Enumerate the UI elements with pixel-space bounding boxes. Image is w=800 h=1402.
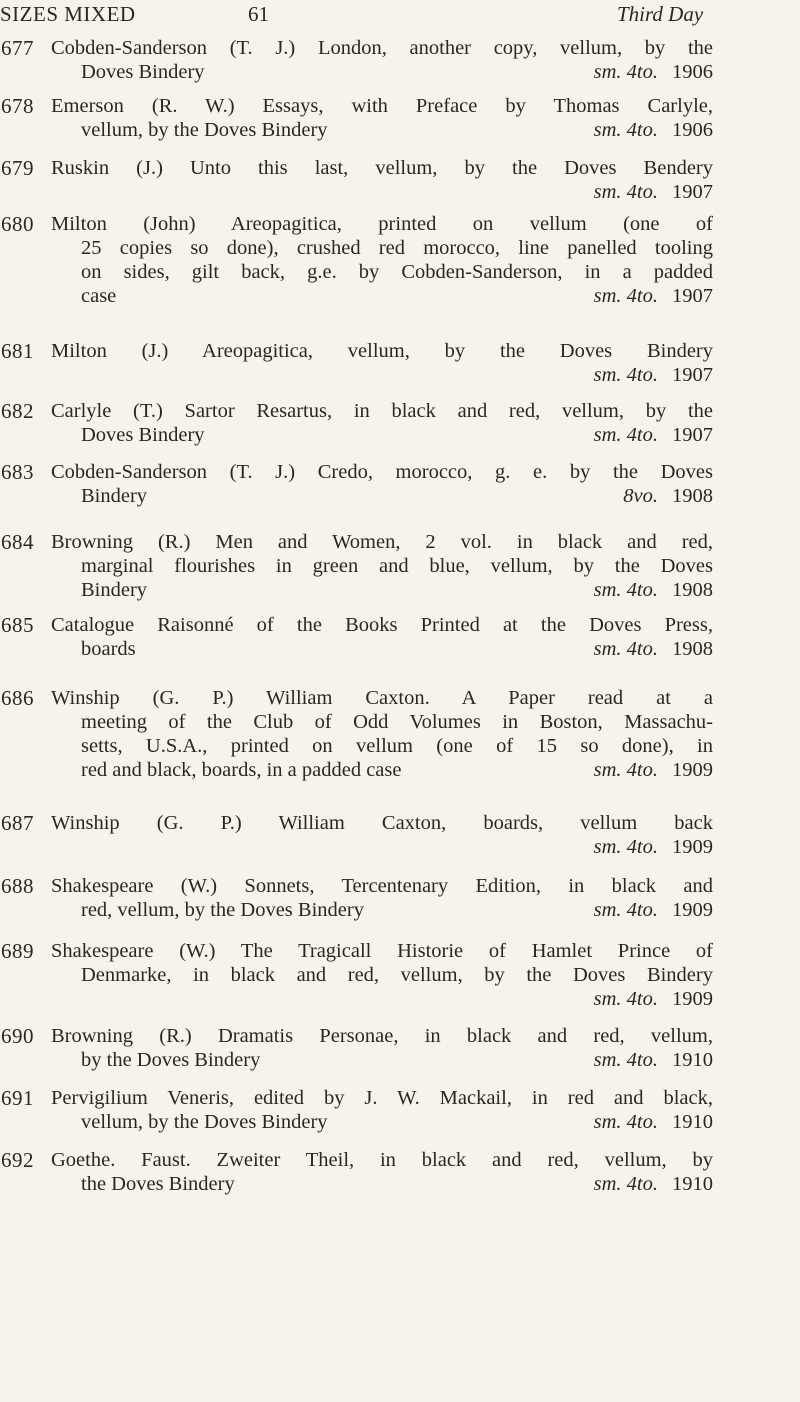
entry-description bbox=[51, 1086, 713, 1134]
lot-number: 689 bbox=[1, 939, 34, 963]
page-header bbox=[0, 0, 800, 30]
format-and-year bbox=[594, 423, 713, 447]
format-and-year bbox=[594, 987, 713, 1011]
entry-description bbox=[51, 686, 713, 782]
book-format: sm. 4to. bbox=[593, 1111, 658, 1133]
entry-text-line: on sides, gilt back, g.e. by Cobden-Sanderson, in a padded bbox=[81, 261, 713, 283]
entry-text-line: Pervigilium Veneris, edited by J. W. Mackail, in red and black, bbox=[51, 1087, 713, 1109]
entry-text-line: Milton (John) Areopagitica, printed on vellum (one of bbox=[51, 213, 713, 235]
format-and-year bbox=[594, 284, 713, 308]
format-and-year bbox=[594, 1172, 713, 1196]
entry-description bbox=[51, 36, 713, 84]
book-format: sm. 4to. bbox=[593, 1049, 658, 1071]
entry-text-line: Catalogue Raisonné of the Books Printed at the Doves Press, bbox=[51, 614, 713, 636]
entry-text-line: Browning (R.) Dramatis Personae, in black and red, vellum, bbox=[51, 1025, 713, 1047]
book-format: sm. 4to. bbox=[593, 424, 658, 446]
entry-description bbox=[51, 1148, 713, 1196]
lot-number: 684 bbox=[1, 530, 34, 554]
entry-description bbox=[51, 530, 713, 602]
book-format: sm. 4to. bbox=[593, 759, 658, 781]
book-format: sm. 4to. bbox=[593, 579, 658, 601]
publication-year: 1909 bbox=[672, 899, 713, 921]
entry-text-line: Cobden-Sanderson (T. J.) Credo, morocco, g. e. by the Doves bbox=[51, 461, 713, 483]
publication-year: 1909 bbox=[672, 759, 713, 781]
format-and-year bbox=[594, 578, 713, 602]
format-and-year bbox=[594, 835, 713, 859]
entry-text-line: Shakespeare (W.) Sonnets, Tercentenary Edition, in black and bbox=[51, 875, 713, 897]
publication-year: 1907 bbox=[672, 181, 713, 203]
entry-text-line: Bindery bbox=[81, 485, 148, 507]
publication-year: 1907 bbox=[672, 285, 713, 307]
publication-year: 1910 bbox=[672, 1111, 713, 1133]
entry-description bbox=[51, 939, 713, 1011]
entry-text-line: boards bbox=[81, 638, 136, 660]
publication-year: 1910 bbox=[672, 1049, 713, 1071]
entry-text-line: vellum, by the Doves Bindery bbox=[81, 119, 328, 141]
entry-text-line: Bindery bbox=[81, 579, 148, 601]
format-and-year bbox=[594, 1048, 713, 1072]
lot-number: 685 bbox=[1, 613, 34, 637]
lot-number: 683 bbox=[1, 460, 34, 484]
header-left: SIZES MIXED bbox=[0, 2, 136, 26]
lot-number: 682 bbox=[1, 399, 34, 423]
lot-number: 686 bbox=[1, 686, 34, 710]
entry-text-line: red and black, boards, in a padded case bbox=[81, 759, 402, 781]
format-and-year bbox=[594, 637, 713, 661]
format-and-year bbox=[594, 898, 713, 922]
page-number: 61 bbox=[248, 2, 269, 26]
entry-text-line: Denmarke, in black and red, vellum, by the Doves Bindery bbox=[81, 964, 713, 986]
entry-text-line: Goethe. Faust. Zweiter Theil, in black and red, vellum, by bbox=[51, 1149, 713, 1171]
publication-year: 1908 bbox=[672, 579, 713, 601]
book-format: sm. 4to. bbox=[593, 638, 658, 660]
publication-year: 1910 bbox=[672, 1173, 713, 1195]
entry-description bbox=[51, 339, 713, 387]
format-and-year bbox=[594, 363, 713, 387]
entry-text-line: setts, U.S.A., printed on vellum (one of 15 so done), in bbox=[81, 735, 713, 757]
book-format: sm. 4to. bbox=[593, 364, 658, 386]
entry-text-line: by the Doves Bindery bbox=[81, 1049, 261, 1071]
book-format: sm. 4to. bbox=[593, 836, 658, 858]
entry-text-line: meeting of the Club of Odd Volumes in Boston, Massachu- bbox=[81, 711, 713, 733]
book-format: sm. 4to. bbox=[593, 61, 658, 83]
entry-text-line: Emerson (R. W.) Essays, with Preface by Thomas Carlyle, bbox=[51, 95, 713, 117]
lot-number: 681 bbox=[1, 339, 34, 363]
lot-number: 690 bbox=[1, 1024, 34, 1048]
entry-text-line: 25 copies so done), crushed red morocco, line panelled tooling bbox=[81, 237, 713, 259]
lot-number: 687 bbox=[1, 811, 34, 835]
lot-number: 678 bbox=[1, 94, 34, 118]
entry-text-line: marginal flourishes in green and blue, vellum, by the Doves bbox=[81, 555, 713, 577]
book-format: sm. 4to. bbox=[593, 119, 658, 141]
entry-description bbox=[51, 94, 713, 142]
publication-year: 1907 bbox=[672, 424, 713, 446]
entry-text-line: Doves Bindery bbox=[81, 61, 205, 83]
entry-text-line: Winship (G. P.) William Caxton. A Paper read at a bbox=[51, 687, 713, 709]
book-format: sm. 4to. bbox=[593, 899, 658, 921]
book-format: sm. 4to. bbox=[593, 988, 658, 1010]
entry-text-line: Ruskin (J.) Unto this last, vellum, by the Doves Bendery bbox=[51, 157, 713, 179]
format-and-year bbox=[623, 484, 713, 508]
entry-text-line: vellum, by the Doves Bindery bbox=[81, 1111, 328, 1133]
entry-text-line: case bbox=[81, 285, 117, 307]
lot-number: 680 bbox=[1, 212, 34, 236]
entry-text-line: Browning (R.) Men and Women, 2 vol. in black and red, bbox=[51, 531, 713, 553]
entry-description bbox=[51, 212, 713, 308]
header-right: Third Day bbox=[617, 2, 704, 26]
publication-year: 1909 bbox=[672, 988, 713, 1010]
publication-year: 1908 bbox=[672, 485, 713, 507]
entry-description bbox=[51, 811, 713, 859]
book-format: sm. 4to. bbox=[593, 1173, 658, 1195]
format-and-year bbox=[594, 118, 713, 142]
entry-text-line: red, vellum, by the Doves Bindery bbox=[81, 899, 364, 921]
entry-text-line: Milton (J.) Areopagitica, vellum, by the Doves Bindery bbox=[51, 340, 713, 362]
entry-text-line: Doves Bindery bbox=[81, 424, 205, 446]
entry-text-line: Carlyle (T.) Sartor Resartus, in black and red, vellum, by the bbox=[51, 400, 713, 422]
publication-year: 1908 bbox=[672, 638, 713, 660]
entry-description bbox=[51, 874, 713, 922]
format-and-year bbox=[594, 1110, 713, 1134]
lot-number: 688 bbox=[1, 874, 34, 898]
format-and-year bbox=[594, 758, 713, 782]
book-format: 8vo. bbox=[623, 485, 658, 507]
entry-text-line: the Doves Bindery bbox=[81, 1173, 235, 1195]
publication-year: 1906 bbox=[672, 119, 713, 141]
entry-description bbox=[51, 613, 713, 661]
entry-description bbox=[51, 460, 713, 508]
publication-year: 1907 bbox=[672, 364, 713, 386]
entry-description bbox=[51, 156, 713, 204]
entry-description bbox=[51, 1024, 713, 1072]
lot-number: 692 bbox=[1, 1148, 34, 1172]
entry-text-line: Winship (G. P.) William Caxton, boards, vellum back bbox=[51, 812, 713, 834]
publication-year: 1906 bbox=[672, 61, 713, 83]
lot-number: 677 bbox=[1, 36, 34, 60]
entry-text-line: Shakespeare (W.) The Tragicall Historie of Hamlet Prince of bbox=[51, 940, 713, 962]
entry-description bbox=[51, 399, 713, 447]
format-and-year bbox=[594, 60, 713, 84]
lot-number: 691 bbox=[1, 1086, 34, 1110]
book-format: sm. 4to. bbox=[593, 285, 658, 307]
format-and-year bbox=[594, 180, 713, 204]
lot-number: 679 bbox=[1, 156, 34, 180]
publication-year: 1909 bbox=[672, 836, 713, 858]
entry-text-line: Cobden-Sanderson (T. J.) London, another copy, vellum, by the bbox=[51, 37, 713, 59]
book-format: sm. 4to. bbox=[593, 181, 658, 203]
